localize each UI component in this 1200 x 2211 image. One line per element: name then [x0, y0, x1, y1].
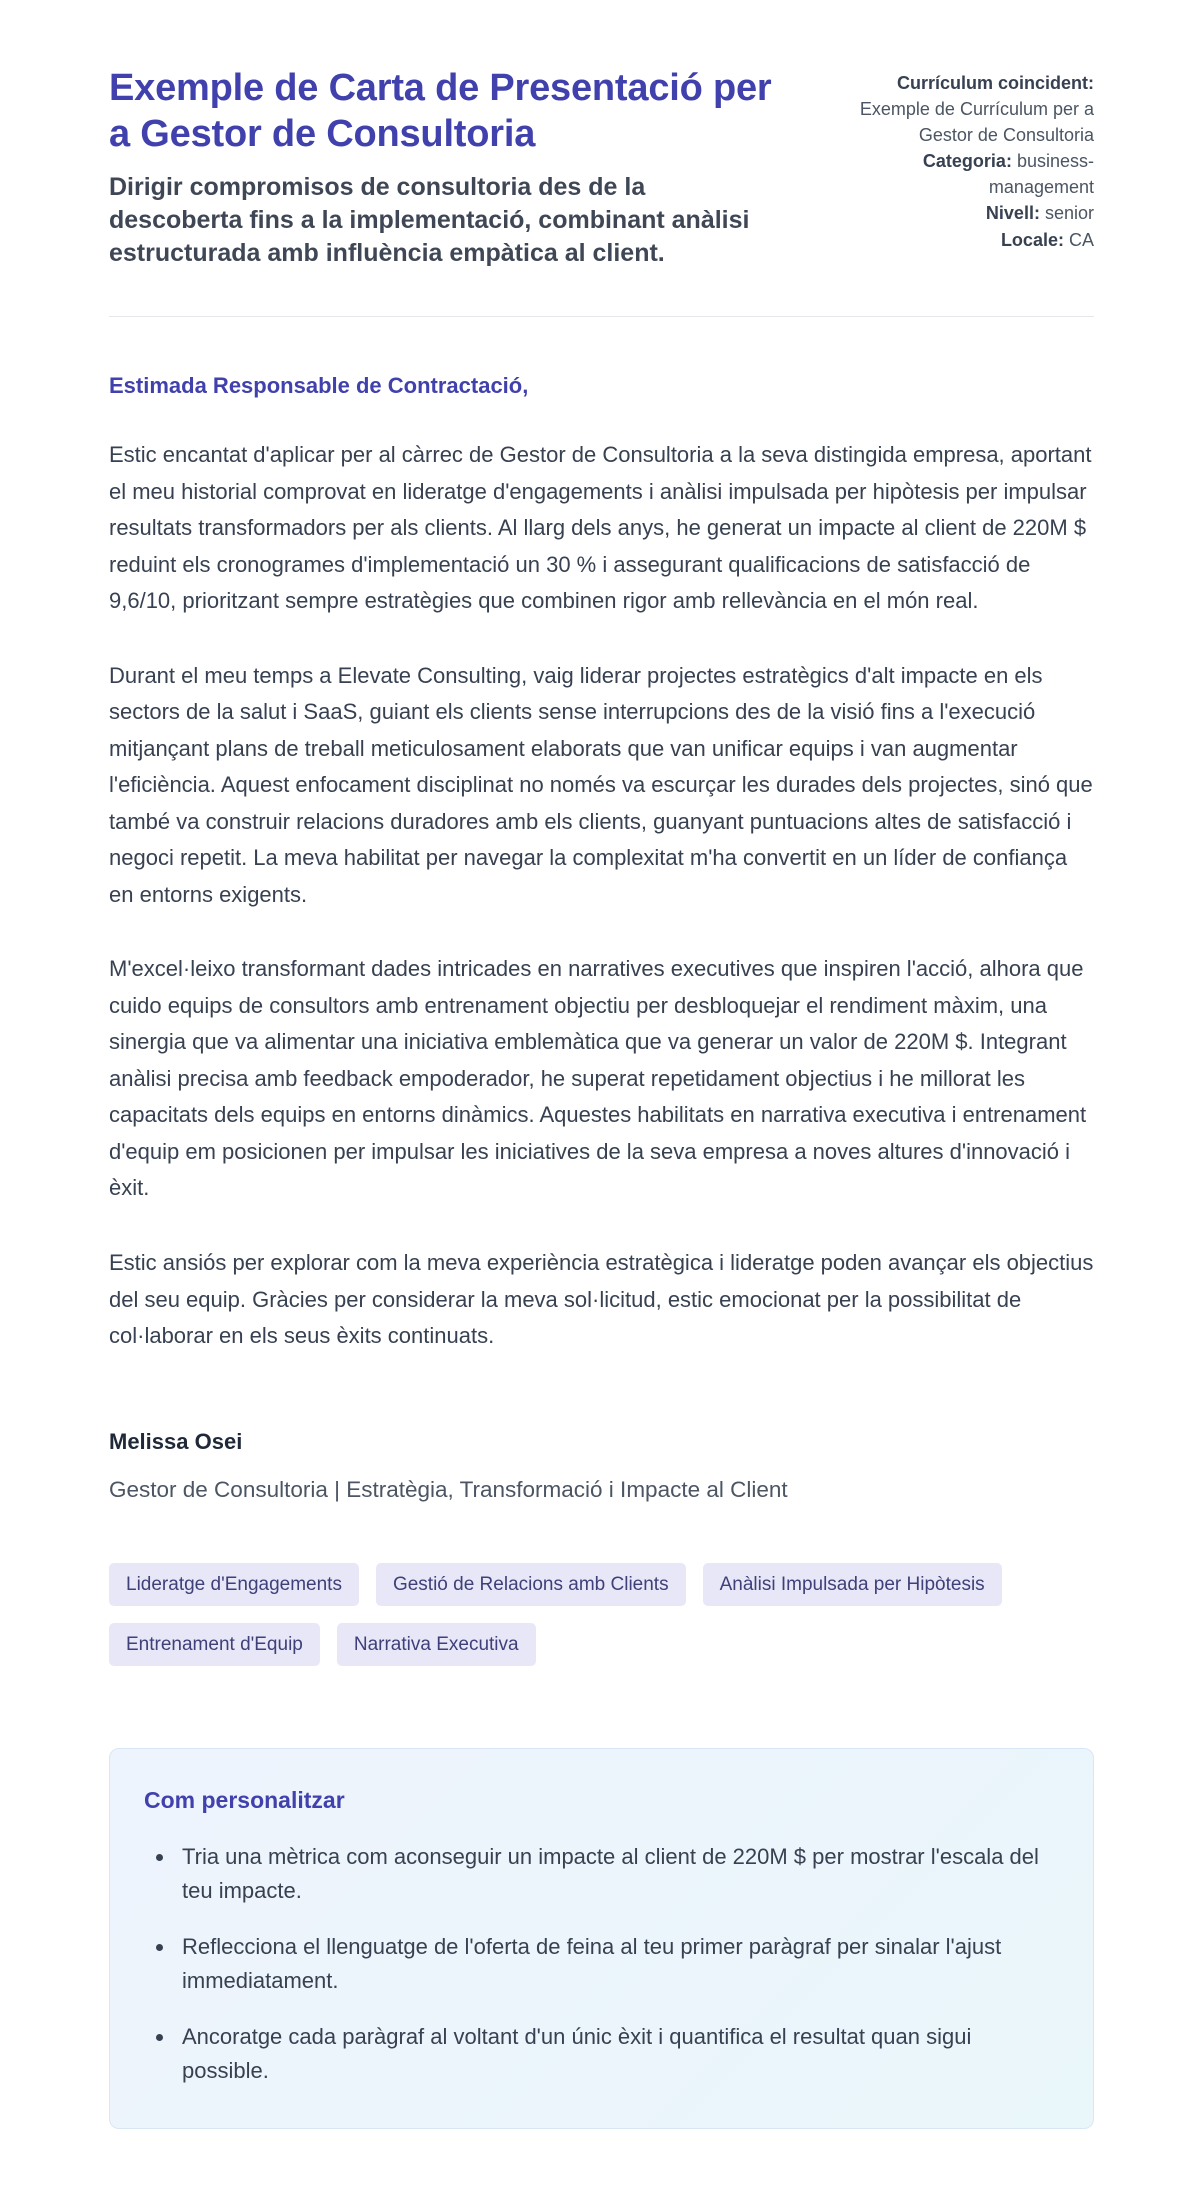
letter-paragraph: Durant el meu temps a Elevate Consulting, vaig liderar projectes estratègics d'alt impacte en els sectors de la salut i SaaS, guiant els clients sense interrupcions des de la visió fins a l'execució mitjançant plans de treball meticulosament elaborats que van unificar equips i van augmentar l'eficiència. Aquest enfocament disciplinat no només va escurçar les durades dels projectes, sinó que també va construir relacions duradores amb els clients, guanyant puntuacions altes de satisfacció i negoci repetit. La meva habilitat per navegar la complexitat m'ha convertit en un líder de confiança en entorns exigents. [109, 662, 1093, 907]
header-title-block [109, 66, 774, 270]
meta-level-value: senior [1044, 203, 1094, 224]
meta-locale-label: Locale: [1000, 229, 1064, 250]
tips-list [144, 1840, 1059, 2089]
page-header [109, 66, 1094, 270]
meta-panel [818, 66, 1094, 253]
meta-resume-value: Exemple de Currículum per a Gestor de Consultoria [859, 99, 1094, 146]
skill-tag: Entrenament d'Equip [109, 1623, 320, 1666]
skill-tag: Narrativa Executiva [337, 1623, 536, 1666]
meta-category [818, 148, 1094, 200]
meta-locale [818, 227, 1094, 253]
customization-tips-card [109, 1748, 1094, 2130]
meta-level-label: Nivell: [985, 203, 1040, 224]
tip-item: • Ancoratge cada paràgraf al voltant d'un únic èxit i quantifica el resultat quan sigui possible. [176, 2020, 1059, 2088]
letter-greeting: Estimada Responsable de Contractació, [109, 373, 529, 399]
tip-item: • Reflecciona el llenguatge de l'oferta de feina al teu primer paràgraf per sinalar l'ajust immediatament. [176, 1930, 1059, 1998]
meta-resume-label: Currículum coincident: [896, 73, 1094, 93]
skill-tag: Anàlisi Impulsada per Hipòtesis [703, 1563, 1002, 1606]
meta-category-value: business-management [988, 151, 1094, 198]
letter-paragraph: M'excel·leixo transformant dades intricades en narratives executives que inspiren l'acció, alhora que cuido equips de consultors amb entrenament objectiu per desbloquejar el rendiment màxim, una sinergia que va alimentar una iniciativa emblemàtica que va generar un valor de 220M $. Integrant anàlisi precisa amb feedback empoderador, he superat repetidament objectius i he millorat les capacitats dels equips en entorns dinàmics. Aquestes habilitats en narrativa executiva i entrenament d'equip em posicionen per impulsar les iniciatives de la seva empresa a noves altures d'innovació i èxit. [109, 956, 1087, 1201]
skill-tag: Gestió de Relacions amb Clients [376, 1563, 686, 1606]
letter-paragraph: Estic ansiós per explorar com la meva experiència estratègica i lideratge poden avançar els objectius del seu equip. Gràcies per considerar la meva sol·licitud, estic emocionat per la possibilitat de col·laborar en els seus èxits continuats. [109, 1249, 1094, 1349]
skill-tag: Lideratge d'Engagements [109, 1563, 359, 1606]
page-subtitle: Dirigir compromisos de consultoria des de la descoberta fins a la implementació, combinant anàlisi estructurada amb influència empàtica al client. [109, 173, 750, 268]
signature-name: Melissa Osei [109, 1428, 243, 1454]
letter-body [109, 373, 1094, 1502]
meta-level [818, 200, 1094, 226]
tips-title: Com personalitzar [144, 1786, 345, 1813]
page-title: Exemple de Carta de Presentació per a Gestor de Consultoria [109, 67, 772, 155]
meta-category-label: Categoria: [922, 151, 1012, 172]
skill-tags [109, 1563, 1094, 1666]
header-divider [109, 316, 1094, 317]
meta-locale-value: CA [1068, 229, 1094, 250]
letter-paragraph: Estic encantat d'aplicar per al càrrec de Gestor de Consultoria a la seva distingida empresa, aportant el meu historial comprovat en lideratge d'engagements i anàlisi impulsada per hipòtesis per impulsar resultats transformadors per als clients. Al llarg dels anys, he generat un impacte al client de 220M $ reduint els cronogrames d'implementació un 30 % i assegurant qualificacions de satisfacció de 9,6/10, prioritzant sempre estratègies que combinen rigor amb rellevància en el món real. [109, 442, 1092, 614]
signature-role: Gestor de Consultoria | Estratègia, Transformació i Impacte al Client [109, 1476, 788, 1502]
tip-item: • Tria una mètrica com aconseguir un impacte al client de 220M $ per mostrar l'escala del teu impacte. [176, 1840, 1059, 1908]
